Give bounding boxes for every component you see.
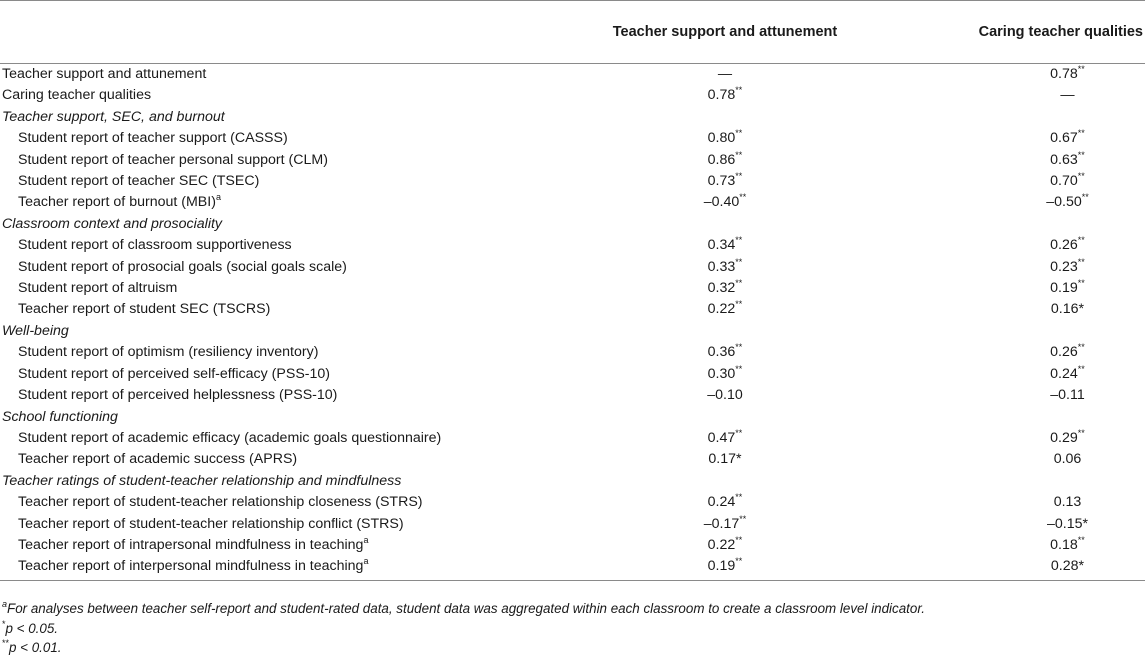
section-row: [0, 321, 1145, 342]
value-caring-teacher: [870, 128, 1145, 149]
value-text: 0.30: [707, 365, 736, 382]
significance-marker: **: [739, 192, 747, 203]
significance-marker: **: [735, 342, 743, 353]
significance-marker: **: [1077, 149, 1085, 160]
value-caring-teacher: [870, 364, 1145, 385]
significance-marker: **: [735, 278, 743, 289]
value-text: 0.33: [707, 258, 736, 275]
value-text: –0.50: [1046, 194, 1082, 211]
row-label: [0, 535, 580, 556]
value-teacher-support: [580, 150, 870, 171]
table-row: [0, 492, 1145, 513]
value-caring-teacher: [870, 235, 1145, 256]
value-text: 0.29: [1050, 429, 1078, 446]
value-caring-teacher: [870, 150, 1145, 171]
significance-marker: **: [1081, 192, 1089, 203]
table-row: [0, 278, 1145, 299]
table-row: [0, 535, 1145, 556]
value-caring-teacher: [870, 257, 1145, 278]
footnote-mark: a: [2, 599, 8, 609]
row-label-text: Teacher report of student-teacher relationship closeness (STRS): [18, 494, 423, 511]
header-caring-teacher: Caring teacher qualities: [870, 1, 1145, 64]
row-label: [0, 171, 580, 192]
value-text: 0.18: [1050, 536, 1078, 553]
value-text: 0.34: [707, 237, 736, 254]
value-caring-teacher: [870, 535, 1145, 556]
significance-marker: **: [1077, 235, 1085, 246]
row-label: [0, 278, 580, 299]
section-row: [0, 471, 1145, 492]
value-caring-teacher: [870, 278, 1145, 299]
value-text: 0.17*: [708, 451, 742, 468]
significance-marker: **: [1077, 342, 1085, 353]
table-body: [0, 64, 1145, 581]
table-row: [0, 171, 1145, 192]
significance-marker: **: [1077, 278, 1085, 289]
table-row: [0, 449, 1145, 470]
value-text: 0.78: [1050, 66, 1078, 82]
value-teacher-support: [580, 257, 870, 278]
significance-marker: **: [1077, 171, 1085, 182]
value-teacher-support: [580, 299, 870, 320]
header-teacher-support: Teacher support and attunement: [580, 1, 870, 64]
row-label-text: Caring teacher qualities: [2, 87, 152, 104]
table-row: [0, 299, 1145, 320]
row-label-text: Teacher report of interpersonal mindfulness in teaching: [18, 558, 364, 575]
section-label: [0, 471, 1145, 492]
footnote-text: p < 0.01.: [9, 640, 62, 655]
row-label-text: Student report of altruism: [18, 280, 178, 297]
value-caring-teacher: [870, 342, 1145, 363]
value-text: –0.15*: [1046, 515, 1089, 532]
value-caring-teacher: [870, 385, 1145, 406]
row-label: [0, 150, 580, 171]
value-teacher-support: [580, 85, 870, 106]
significance-marker: **: [735, 299, 743, 310]
significance-marker: **: [735, 171, 743, 182]
value-text: 0.19: [707, 558, 736, 575]
section-label-text: Teacher support, SEC, and burnout: [2, 108, 225, 125]
value-text: 0.26: [1050, 344, 1078, 361]
row-label: [0, 364, 580, 385]
significance-marker: **: [1077, 256, 1085, 267]
value-text: 0.24: [1050, 365, 1078, 382]
table-header-row: [0, 1, 1145, 64]
significance-marker: **: [735, 534, 743, 545]
row-label-text: Teacher report of student SEC (TSCRS): [18, 301, 271, 318]
row-label: [0, 192, 580, 213]
value-teacher-support: [580, 342, 870, 363]
value-text: 0.63: [1050, 151, 1078, 168]
footnote: [2, 599, 1142, 619]
value-caring-teacher: [870, 64, 1145, 86]
section-label-text: School functioning: [2, 408, 118, 425]
table-row: [0, 150, 1145, 171]
row-label: [0, 449, 580, 470]
significance-marker: **: [1077, 534, 1085, 545]
section-label-text: Well-being: [2, 322, 69, 339]
value-text: 0.19: [1050, 280, 1078, 297]
value-teacher-support: [580, 128, 870, 149]
table-row: [0, 257, 1145, 278]
value-caring-teacher: [870, 428, 1145, 449]
footnote: [2, 638, 1142, 658]
header-blank-cell: [0, 1, 580, 64]
value-teacher-support: [580, 428, 870, 449]
value-teacher-support: [580, 449, 870, 470]
section-label: [0, 214, 1145, 235]
value-text: 0.13: [1053, 494, 1082, 511]
row-label: [0, 85, 580, 106]
table-row: [0, 385, 1145, 406]
section-label-text: Classroom context and prosociality: [2, 215, 223, 232]
value-text: —: [1060, 87, 1075, 104]
value-text: 0.78: [707, 87, 736, 104]
row-label: [0, 64, 580, 86]
significance-marker: **: [735, 427, 743, 438]
footnote: [2, 619, 1142, 639]
table-row: [0, 64, 1145, 86]
table-row: [0, 128, 1145, 149]
value-text: –0.40: [703, 194, 740, 211]
value-teacher-support: [580, 514, 870, 535]
table-row: [0, 514, 1145, 535]
value-teacher-support: [580, 385, 870, 406]
significance-marker: **: [1077, 128, 1085, 139]
row-label: [0, 385, 580, 406]
significance-marker: **: [735, 128, 743, 139]
footnote-marker: a: [363, 534, 369, 545]
significance-marker: **: [735, 363, 743, 374]
significance-marker: **: [735, 85, 743, 96]
value-text: 0.23: [1050, 258, 1078, 275]
value-text: 0.32: [707, 280, 736, 297]
significance-marker: **: [735, 492, 743, 503]
value-text: —: [717, 66, 733, 82]
value-text: 0.28*: [1050, 558, 1085, 575]
value-teacher-support: [580, 492, 870, 513]
row-label-text: Student report of classroom supportiveness: [18, 237, 292, 254]
value-caring-teacher: [870, 449, 1145, 470]
value-caring-teacher: [870, 85, 1145, 106]
row-label-text: Teacher report of burnout (MBI): [18, 194, 216, 211]
significance-marker: **: [739, 513, 747, 524]
value-teacher-support: [580, 278, 870, 299]
row-label-text: Teacher report of academic success (APRS): [18, 451, 298, 468]
value-teacher-support: [580, 171, 870, 192]
row-label-text: Student report of teacher support (CASSS): [18, 130, 288, 147]
table-row: [0, 192, 1145, 213]
row-label: [0, 556, 580, 580]
footnote-mark: *: [2, 618, 6, 629]
value-caring-teacher: [870, 299, 1145, 320]
value-teacher-support: [580, 556, 870, 580]
footnote-marker: a: [215, 192, 221, 203]
row-label-text: Student report of perceived helplessness (PSS-10): [18, 387, 338, 404]
value-text: 0.70: [1050, 173, 1078, 190]
row-label-text: Student report of academic efficacy (academic goals questionnaire): [18, 429, 442, 446]
footnote-marker: a: [363, 556, 369, 567]
table-row: [0, 235, 1145, 256]
significance-marker: **: [1077, 363, 1085, 374]
section-row: [0, 407, 1145, 428]
table-row: [0, 428, 1145, 449]
value-text: 0.47: [707, 429, 736, 446]
footnote-text: For analyses between teacher self-report and student-rated data, student data was aggregated within each classroom to create a classroom level indicator.: [7, 601, 926, 616]
section-label: [0, 321, 1145, 342]
significance-marker: **: [735, 235, 743, 246]
value-text: 0.22: [707, 536, 736, 553]
row-label: [0, 299, 580, 320]
value-text: –0.11: [1050, 387, 1085, 404]
table-row: [0, 556, 1145, 580]
value-caring-teacher: [870, 556, 1145, 580]
value-caring-teacher: [870, 514, 1145, 535]
row-label: [0, 235, 580, 256]
value-teacher-support: [580, 535, 870, 556]
value-text: 0.67: [1050, 130, 1078, 147]
row-label-text: Teacher support and attunement: [2, 66, 207, 82]
table-row: [0, 364, 1145, 385]
significance-marker: **: [735, 256, 743, 267]
significance-marker: **: [1077, 64, 1085, 74]
significance-marker: **: [735, 556, 743, 567]
value-teacher-support: [580, 64, 870, 86]
section-label: [0, 407, 1145, 428]
row-label-text: Teacher report of intrapersonal mindfulness in teaching: [18, 536, 364, 553]
section-label-text: Teacher ratings of student-teacher relationship and mindfulness: [2, 472, 402, 489]
footnote-text: p < 0.05.: [5, 620, 59, 636]
section-row: [0, 107, 1145, 128]
value-caring-teacher: [870, 192, 1145, 213]
row-label: [0, 514, 580, 535]
value-text: 0.80: [707, 130, 736, 147]
value-text: 0.36: [707, 344, 736, 361]
row-label-text: Student report of teacher personal support (CLM): [18, 151, 328, 168]
section-row: [0, 214, 1145, 235]
table-row: [0, 342, 1145, 363]
value-text: –0.17: [703, 515, 740, 532]
value-text: –0.10: [707, 387, 743, 404]
row-label: [0, 342, 580, 363]
value-text: 0.24: [707, 494, 736, 511]
significance-marker: **: [1077, 427, 1085, 438]
value-teacher-support: [580, 235, 870, 256]
value-caring-teacher: [870, 171, 1145, 192]
value-caring-teacher: [870, 492, 1145, 513]
row-label-text: Student report of perceived self-efficacy (PSS-10): [18, 365, 331, 382]
value-text: 0.06: [1053, 451, 1082, 468]
value-text: 0.16*: [1050, 301, 1085, 318]
section-label: [0, 107, 1145, 128]
significance-marker: **: [735, 149, 743, 160]
footnote-mark: **: [2, 638, 10, 648]
value-text: 0.73: [707, 173, 736, 190]
value-text: 0.26: [1050, 237, 1078, 254]
row-label: [0, 492, 580, 513]
value-text: 0.86: [707, 151, 736, 168]
row-label: [0, 257, 580, 278]
table-row: [0, 85, 1145, 106]
value-teacher-support: [580, 364, 870, 385]
row-label-text: Student report of teacher SEC (TSEC): [18, 173, 260, 190]
value-teacher-support: [580, 192, 870, 213]
row-label-text: Student report of prosocial goals (social goals scale): [18, 258, 347, 275]
row-label-text: Teacher report of student-teacher relationship conflict (STRS): [18, 515, 404, 532]
row-label-text: Student report of optimism (resiliency inventory): [18, 344, 319, 361]
row-label: [0, 128, 580, 149]
row-label: [0, 428, 580, 449]
table-footnotes: [2, 599, 1142, 658]
value-text: 0.22: [707, 301, 736, 318]
